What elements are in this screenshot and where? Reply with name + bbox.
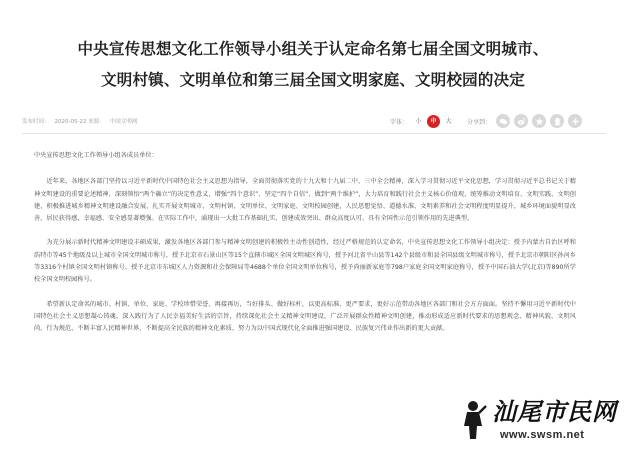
watermark-url: www.swsm.net xyxy=(500,429,585,441)
meta-divider xyxy=(22,133,606,134)
weibo-icon[interactable] xyxy=(514,114,528,128)
share-more-icon[interactable] xyxy=(568,114,582,128)
font-large-button[interactable]: 大 xyxy=(445,117,452,125)
source-link[interactable]: 中国文明网 xyxy=(109,119,138,125)
font-small-button[interactable]: 小 xyxy=(415,117,422,125)
share-label: 分享到： xyxy=(467,118,492,126)
font-size-label: 字体： xyxy=(390,118,409,126)
wechat-icon[interactable] xyxy=(496,114,510,128)
watermark-figure-icon xyxy=(458,400,488,444)
qzone-icon[interactable] xyxy=(532,114,546,128)
publish-time: 2020-05-22 来源： xyxy=(54,119,105,125)
body-paragraph-1: 近年来，各地区各部门坚持以习近平新时代中国特色社会主义思想为指导，全面贯彻落实党的十九大和十九届二中、三中全会精神，深入学习贯彻习近平文化思想，学习贯彻习近平总书记关于精神文明建设的重要论述精神，深刻领悟“两个确立”的决定性意义，增强“四个意识”、坚定“四个自信”、做到“两个维护”，大力培育和践行社会主义核心价值观，统筹推动文明培育、文明实践、文明创建，积极推进城乡精神文明建设融合发展，扎实开展文明城市、文明村镇、文明单位、文明家庭、文明校园创建，人民思想觉悟、道德水准、文明素养和社会文明程度明显提升，城乡环境面貌明显改善，居民获得感、幸福感、安全感显著增强。在实际工作中，涌现出一大批工作基础扎实、创建成效突出、群众高度认可、具有全国性示范引领作用的先进典型。 xyxy=(34,178,576,223)
article-title xyxy=(0,34,626,96)
share-bar xyxy=(467,113,584,129)
article-title-line-1: 中央宣传思想文化工作领导小组关于认定命名第七届全国文明城市、 xyxy=(77,40,549,58)
watermark-text: 汕尾市民网 xyxy=(492,397,617,426)
article-body xyxy=(34,150,576,348)
article-meta-bar xyxy=(22,113,606,129)
article-title-line-2: 文明村镇、文明单位和第三届全国文明家庭、文明校园的决定 xyxy=(101,71,525,89)
body-paragraph-2: 为充分展示新时代精神文明建设丰硕成果，激发各地区各部门参与精神文明创建的积极性主动性创造性，经过严格规范的认定命名，中央宣传思想文化工作领导小组决定：授予内蒙古自治区呼和浩特市等45个地级及以上城市全国文明城市称号，授予北京市石景山区等15个直辖市城区全国文明城区称号，授予河北省平山县等142个县级市和县全国县级文明城市称号，授予北京市朝阳区孙河乡等3316个村镇全国文明村镇称号，授予北京市东城区人力资源和社会保障局等4688个单位全国文明单位称号，授予尚丽新家庭等798户家庭全国文明家庭称号，授予中国石油大学(北京)等890所学校全国文明校园称号。 xyxy=(34,239,576,284)
publish-label: 发布时间： xyxy=(22,119,50,125)
addressee: 中央宣传思想文化工作领导小组各成员单位： xyxy=(34,152,158,159)
font-medium-button[interactable]: 中 xyxy=(427,115,440,128)
qq-icon[interactable] xyxy=(550,114,564,128)
body-paragraph-3: 希望新认定命名的城市、村镇、单位、家庭、学校珍惜荣誉、再接再厉，当好排头、做好标杆，以更高标准、更严要求，更好示范带动各地区各部门和社会方方面面。坚持不懈用习近平新时代中国特色社会主义思想凝心铸魂，深入践行为了人民幸福美好生活的宗旨，持续深化社会主义精神文明建设，广泛开展群众性精神文明创建，推动形成适应新时代要求的思想观念、精神风貌、文明风尚、行为规范，不断丰富人民精神世界，不断提高全民族的精神文化素质，努力为以中国式现代化全面推进强国建设、民族复兴伟业作出新的更大贡献。 xyxy=(34,300,576,333)
font-size-switcher xyxy=(390,113,456,129)
publish-info xyxy=(22,117,142,125)
site-watermark xyxy=(444,398,620,446)
